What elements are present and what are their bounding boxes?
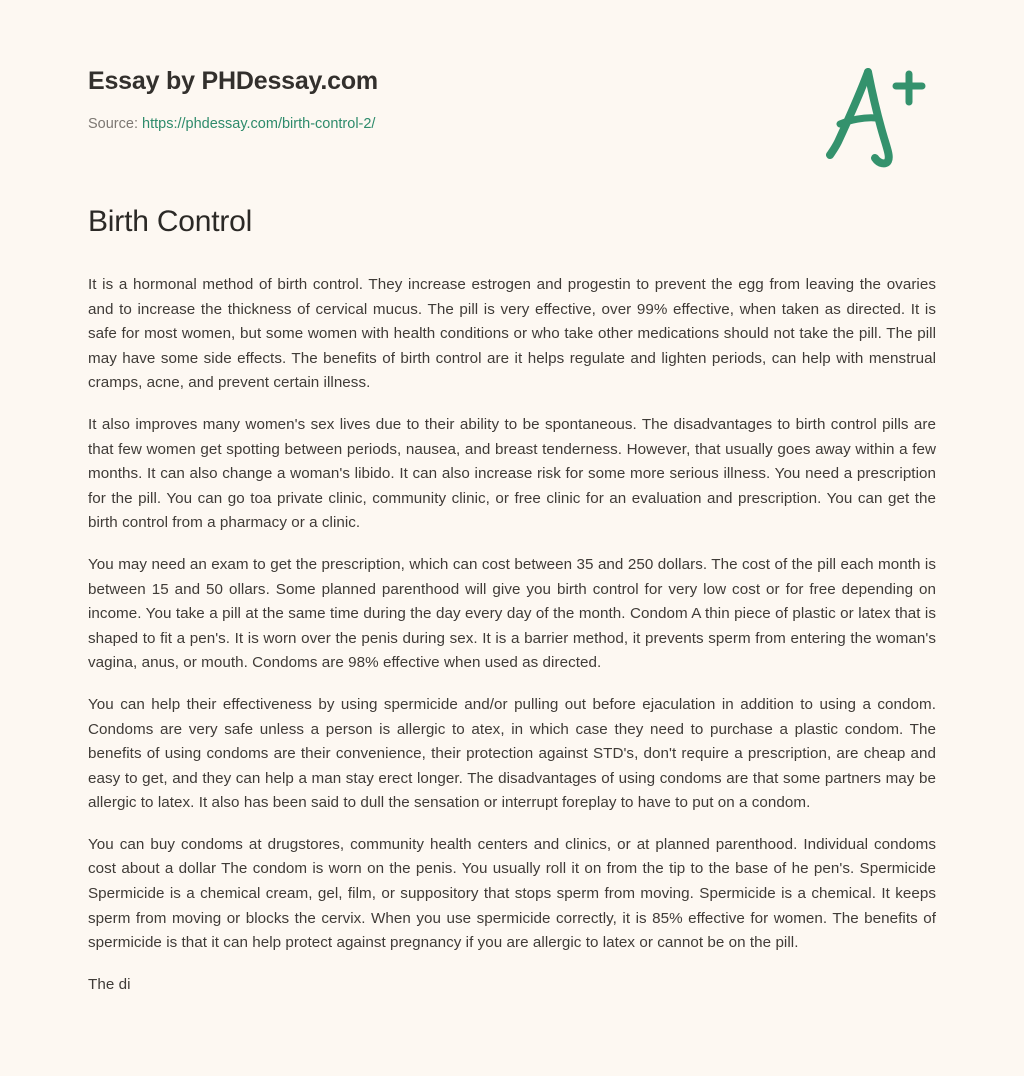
source-line: [88, 115, 936, 134]
paragraph: You can buy condoms at drugstores, community health centers and clinics, or at planned parenthood. Individual condoms cost about a dollar The condom is worn on the penis. You usually roll it on from the tip to the base of he pen's. Spermicide Spermicide is a chemical cream, gel, film, or suppository that stops sperm from moving. Spermicide is a chemical. It keeps sperm from moving or blocks the cervix. When you use spermicide correctly, it is 85% effective for women. The benefits of spermicide is that it can help protect against pregnancy if you are allergic to latex or cannot be on the pill.: [88, 835, 936, 952]
paragraph: You may need an exam to get the prescription, which can cost between 35 and 250 dollars. The cost of the pill each month is between 15 and 50 ollars. Some planned parenthood will give you birth control for very low cost or for free depending on income. You take a pill at the same time during the day every day of the month. Condom A thin piece of plastic or latex that is shaped to fit a pen's. It is worn over the penis during sex. It is a barrier method, it prevents sperm from entering the woman's vagina, anus, or mouth. Condoms are 98% effective when used as directed.: [88, 555, 936, 672]
page-title: Birth Control: [88, 205, 253, 238]
page-header: [88, 0, 936, 132]
paragraph: It also improves many women's sex lives due to their ability to be spontaneous. The disadvantages to birth control pills are that few women get spotting between periods, nausea, and breast tenderness. However, that usually goes away within a few months. It can also change a woman's libido. It can also increase risk for some more serious illness. You need a prescription for the pill. You can go toa private clinic, community clinic, or free clinic for an evaluation and prescription. You can get the birth control from a pharmacy or a clinic.: [88, 415, 936, 532]
source-label: Source:: [88, 116, 138, 132]
a-plus-logo-icon: [816, 58, 936, 168]
essay-body: [88, 240, 936, 997]
paragraph: It is a hormonal method of birth control. They increase estrogen and progestin to prevent the egg from leaving the ovaries and to increase the thickness of cervical mucus. The pill is very effective, over 99% effective, when taken as directed. It is safe for most women, but some women with health conditions or who take other medications should not take the pill. The pill may have some side effects. The benefits of birth control are it helps regulate and lighten periods, can help with menstrual cramps, acne, and prevent certain illness.: [88, 276, 936, 392]
paragraph: You can help their effectiveness by using spermicide and/or pulling out before ejaculation in addition to using a condom. Condoms are very safe unless a person is allergic to atex, in which case they need to purchase a plastic condom. The benefits of using condoms are their convenience, their protection against STD's, don't require a prescription, are cheap and easy to get, and they can help a man stay erect longer. The disadvantages of using condoms are that some partners may be allergic to latex. It also has been said to dull the sensation or interrupt foreplay to have to put on a condom.: [88, 695, 936, 812]
brand-title: Essay by PHDessay.com: [88, 67, 378, 95]
paragraph-truncated: The di: [88, 975, 131, 993]
source-link[interactable]: https://phdessay.com/birth-control-2/: [142, 116, 376, 132]
